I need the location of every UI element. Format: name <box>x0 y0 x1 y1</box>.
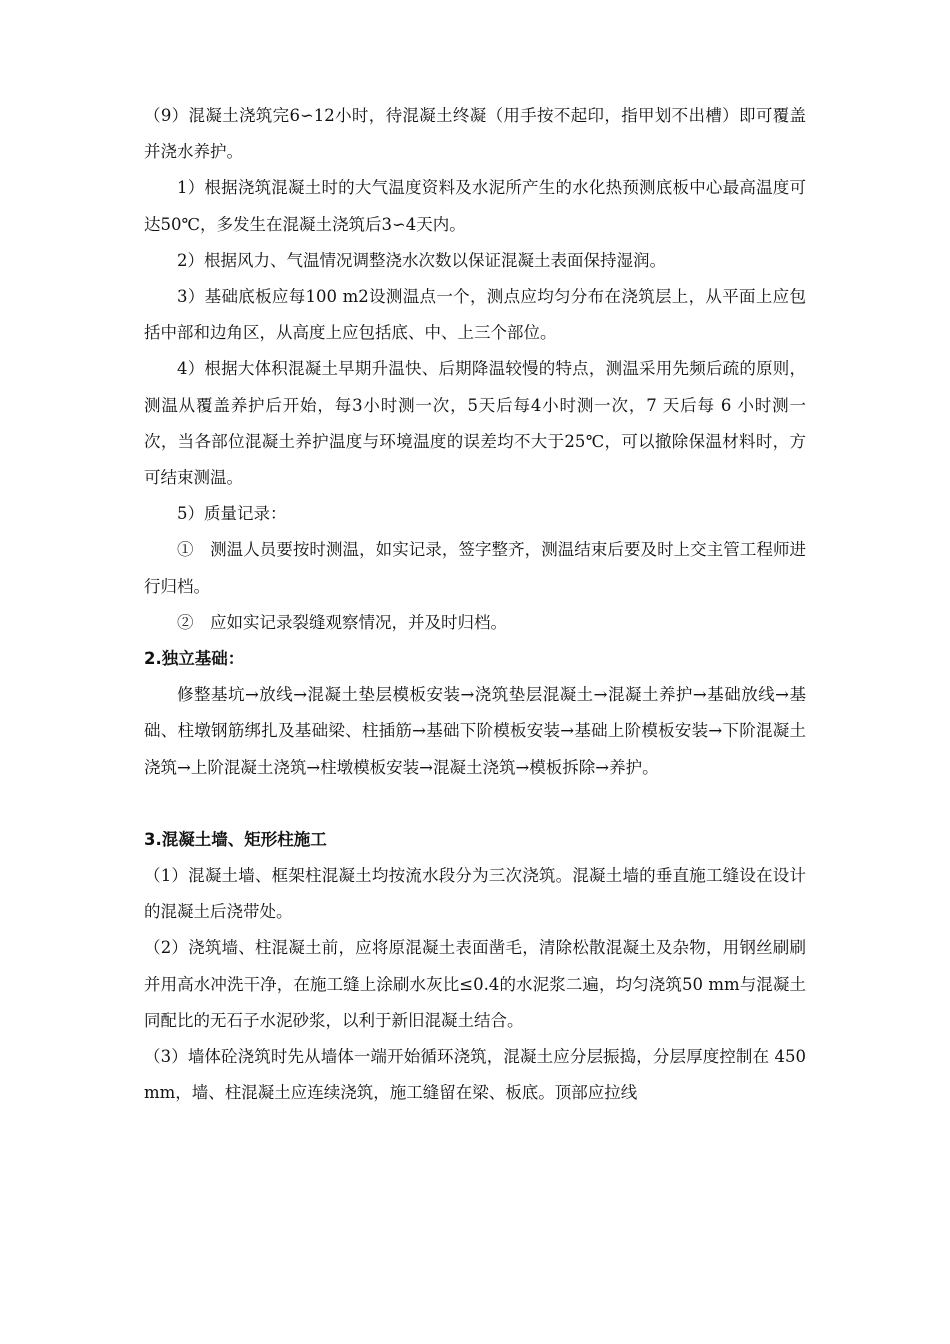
sub-item-4: 4）根据大体积混凝土早期升温快、后期降温较慢的特点，测温采用先频后疏的原则，测温从覆盖养护后开始，每3小时测一次，5天后每4小时测一次，7 天后每 6 小时测一次，当各部位混凝土养护温度与环境温度的误差均不大于25℃，可以撤除保温材料时，方可结束测温。 <box>144 359 806 488</box>
record-item-2: ② 应如实记录裂缝观察情况，并及时归档。 <box>177 612 507 632</box>
section-2-heading: 2.独立基础： <box>144 649 245 669</box>
section-3-item-2: （2）浇筑墙、柱混凝土前，应将原混凝土表面凿毛，清除松散混凝土及杂物，用钢丝刷刷并用高水冲洗干净，在施工缝上涂刷水灰比≤0.4的水泥浆二遍，均匀浇筑50 mm与混凝土同配比的无石子水泥砂浆，以利于新旧混凝土结合。 <box>144 938 806 1030</box>
paragraph-9: （9）混凝土浇筑完6∽12小时，待混凝土终凝（用手按不起印，指甲划不出槽）即可覆盖并浇水养护。 <box>144 106 806 162</box>
section-3-item-1: （1）混凝土墙、框架柱混凝土均按流水段分为三次浇筑。混凝土墙的垂直施工缝设在设计的混凝土后浇带处。 <box>144 866 806 922</box>
document-page <box>144 98 806 1111</box>
sub-item-3: 3）基础底板应每100 m2设测温点一个，测点应均匀分布在浇筑层上，从平面上应包括中部和边角区，从高度上应包括底、中、上三个部位。 <box>144 287 806 343</box>
section-2-body: 修整基坑→放线→混凝土垫层模板安装→浇筑垫层混凝土→混凝土养护→基础放线→基础、柱墩钢筋绑扎及基础梁、柱插筋→基础下阶模板安装→基础上阶模板安装→下阶混凝土浇筑→上阶混凝土浇筑→柱墩模板安装→混凝土浇筑→模板拆除→养护。 <box>144 685 806 777</box>
section-3-heading: 3.混凝土墙、矩形柱施工 <box>144 829 327 849</box>
record-item-1: ① 测温人员要按时测温，如实记录，签字整齐，测温结束后要及时上交主管工程师进行归档。 <box>144 540 806 596</box>
sub-item-1: 1）根据浇筑混凝土时的大气温度资料及水泥所产生的水化热预测底板中心最高温度可达50℃，多发生在混凝土浇筑后3∽4天内。 <box>144 178 806 234</box>
section-3-item-3: （3）墙体砼浇筑时先从墙体一端开始循环浇筑，混凝土应分层振捣，分层厚度控制在 450 mm，墙、柱混凝土应连续浇筑，施工缝留在梁、板底。顶部应拉线 <box>144 1047 806 1103</box>
sub-item-2: 2）根据风力、气温情况调整浇水次数以保证混凝土表面保持湿润。 <box>177 250 666 270</box>
section-gap <box>144 786 806 822</box>
sub-item-5: 5）质量记录： <box>177 504 287 524</box>
